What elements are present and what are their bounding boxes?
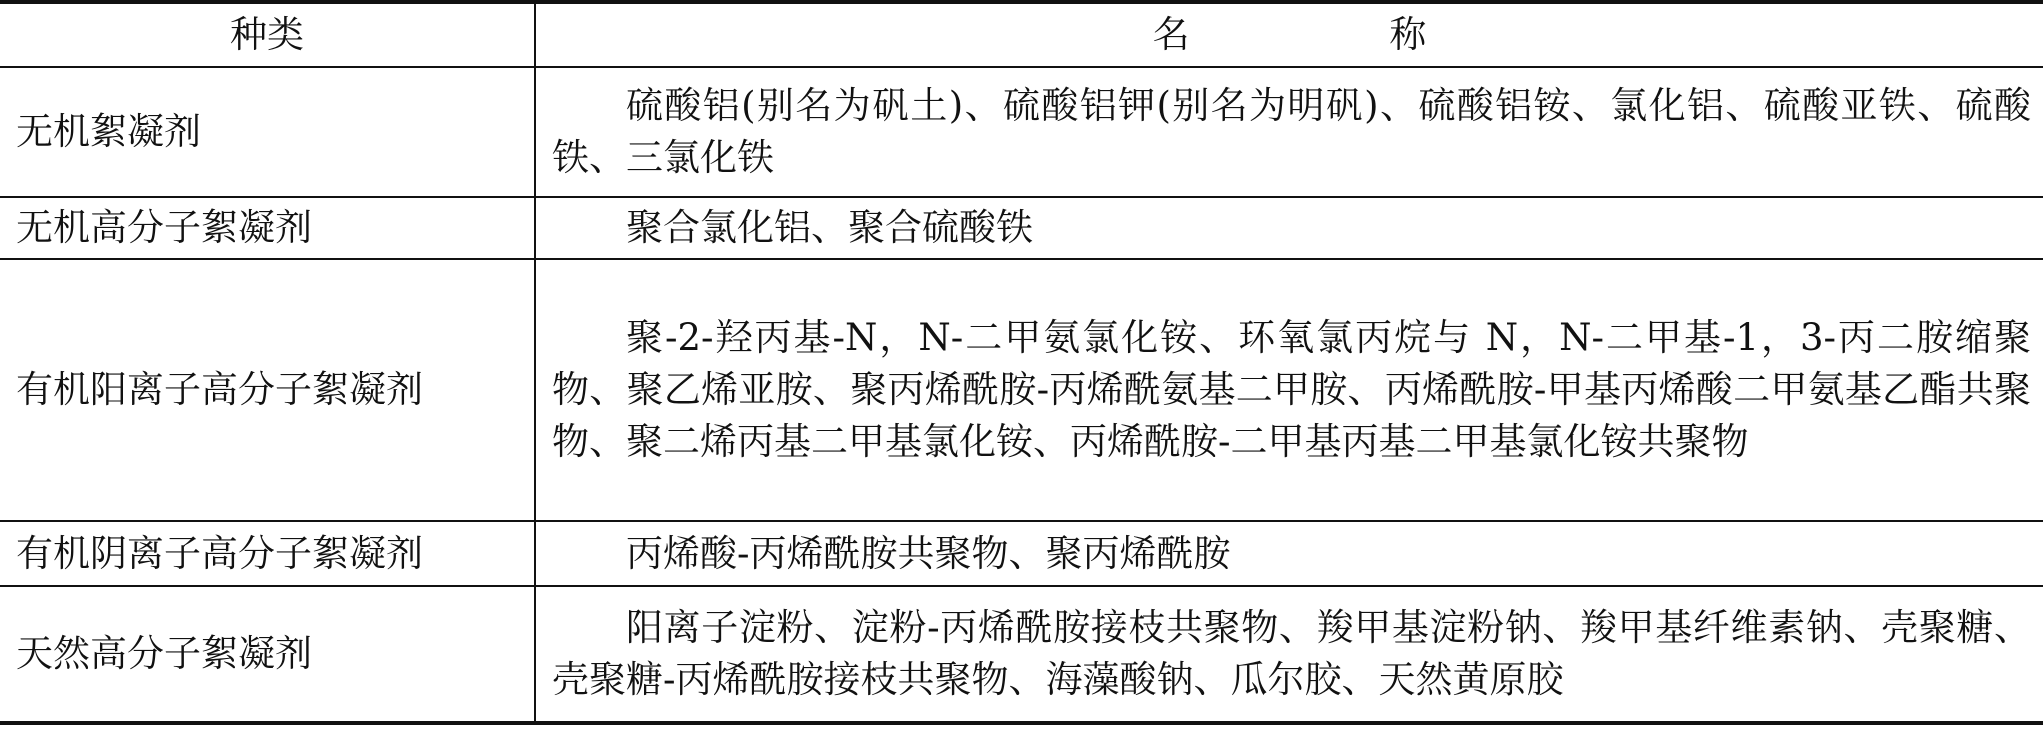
table-row: [0, 197, 2043, 259]
header-row: [0, 2, 2043, 67]
row-kind-inorganic: 无机絮凝剂: [0, 67, 535, 197]
header-kind-label: 种类: [230, 13, 304, 56]
header-names: [535, 2, 2043, 67]
table-row: [0, 259, 2043, 521]
table-row: [0, 586, 2043, 723]
table-row: [0, 521, 2043, 586]
table-header: [0, 2, 2043, 67]
row-kind-natural-polymer: 天然高分子絮凝剂: [0, 586, 535, 723]
row-kind-organic-anionic: 有机阴离子高分子絮凝剂: [0, 521, 535, 586]
header-names-label: 名 称: [1152, 13, 1508, 56]
table-row: [0, 67, 2043, 197]
table-body: [0, 67, 2043, 723]
row-names-organic-cationic: 聚-2-羟丙基-N，N-二甲氨氯化铵、环氧氯丙烷与 N，N-二甲基-1，3-丙二胺缩聚物、聚乙烯亚胺、聚丙烯酰胺-丙烯酰氨基二甲胺、丙烯酰胺-甲基丙烯酸二甲氨基乙酯共聚物、聚二烯丙基二甲基氯化铵、丙烯酰胺-二甲基丙基二甲基氯化铵共聚物: [535, 259, 2043, 521]
row-names-organic-anionic: 丙烯酸-丙烯酰胺共聚物、聚丙烯酰胺: [535, 521, 2043, 586]
row-names-inorganic-polymer: 聚合氯化铝、聚合硫酸铁: [535, 197, 2043, 259]
row-names-inorganic: 硫酸铝(别名为矾土)、硫酸铝钾(别名为明矾)、硫酸铝铵、氯化铝、硫酸亚铁、硫酸铁、三氯化铁: [535, 67, 2043, 197]
row-kind-organic-cationic: 有机阳离子高分子絮凝剂: [0, 259, 535, 521]
row-kind-inorganic-polymer: 无机高分子絮凝剂: [0, 197, 535, 259]
header-kind: [0, 2, 535, 67]
row-names-natural-polymer: 阳离子淀粉、淀粉-丙烯酰胺接枝共聚物、羧甲基淀粉钠、羧甲基纤维素钠、壳聚糖、壳聚糖-丙烯酰胺接枝共聚物、海藻酸钠、瓜尔胶、天然黄原胶: [535, 586, 2043, 723]
